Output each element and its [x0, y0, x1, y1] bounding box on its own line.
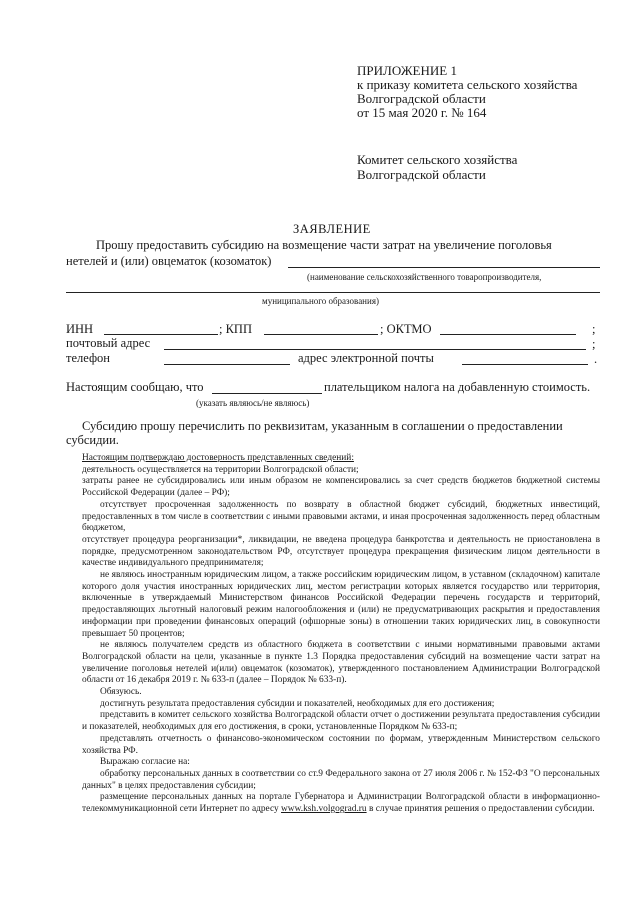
addressee-line2: Волгоградской области [357, 167, 486, 182]
requisites-line1: Субсидию прошу перечислить по реквизитам, указанным в соглашении о предоставлении [82, 419, 563, 433]
oktmo-label: ; ОКТМО [380, 322, 432, 336]
oblige-heading: Обязуюсь. [100, 687, 142, 698]
applicant-name-field[interactable] [288, 267, 600, 268]
obligation-item: представлять отчетность о финансово-экономическом состоянии по формам, утвержденным Министерством сельского хозяйства РФ. [82, 733, 600, 756]
confirm-item: отсутствует процедура реорганизации*, ликвидации, не введена процедура банкротства и деятельность не приостановлена в порядке, предусмотренном законодательством РФ, отсутствует процедура прекращения физическим лицом деятельности в качестве индивидуального предпринимателя; [82, 534, 600, 569]
postal-field[interactable] [164, 349, 586, 350]
email-field[interactable] [462, 364, 588, 365]
municipality-hint: муниципального образования) [262, 296, 379, 306]
inn-field[interactable] [104, 334, 218, 335]
consent-item: обработку персональных данных в соответствии со ст.9 Федерального закона от 27 июля 2006 г. № 152-ФЗ "О персональных данных" в целях предоставления субсидии; [82, 768, 600, 791]
phone-label: телефон [66, 351, 110, 365]
consent-text-after: в случае принятия решения о предоставлении субсидии. [366, 804, 595, 815]
municipality-field[interactable] [66, 292, 600, 293]
postal-label: почтовый адрес [66, 336, 151, 350]
confirm-item: затраты ранее не субсидировались или иным образом не компенсировались за счет средств бюджетов бюджетной системы Российской Федерации (далее – РФ); [82, 476, 600, 499]
obligation-item: представить в комитет сельского хозяйства Волгоградской области отчет о достижении результата предоставления субсидии и показателей, необходимых для его достижения, в сроки, установленные Порядком № 633-п; [82, 710, 600, 733]
appendix-header [357, 64, 577, 120]
vat-suffix: плательщиком налога на добавленную стоимость. [324, 380, 591, 394]
applicant-name-hint: (наименование сельскохозяйственного товаропроизводителя, [307, 272, 542, 282]
appendix-date: от 15 мая 2020 г. № 164 [357, 105, 487, 120]
requisites-line2: субсидии. [66, 433, 119, 447]
email-terminator: . [594, 352, 598, 366]
confirm-heading: Настоящим подтверждаю достоверность представленных сведений: [82, 453, 354, 463]
appendix-order: к приказу комитета сельского хозяйства [357, 77, 578, 92]
consent-item-publication [82, 792, 600, 815]
consent-text-before: размещение персональных данных на портале Губернатора и Администрации Волгоградской области в информационно-телекоммуникационной сети Интернет по адресу [82, 792, 600, 815]
confirm-item: отсутствует просроченная задолженность по возврату в областной бюджет субсидий, бюджетных инвестиций, предоставленных в том числе в соответствии с иными правовыми актами, и иная просроченная задолженность перед областным бюджетом, [82, 499, 600, 534]
email-label: адрес электронной почты [298, 351, 434, 365]
vat-hint: (указать являюсь/не являюсь) [196, 398, 310, 408]
phone-field[interactable] [164, 364, 290, 365]
confirm-item: не являюсь иностранным юридическим лицом, а также российским юридическим лицом, в уставном (складочном) капитале которого доля участия иностранных юридических лиц, местом регистрации которых является государство или территория, включенные в утверждаемый Министерством финансов Российской Федерации перечень государств и территорий, предоставляющих льготный налоговый режим налогообложения и (или) не предусматривающих раскрытия и предоставления информации при проведении финансовых операций (офшорные зоны) в отношении таких юридических лиц, в совокупности превышает 50 процентов; [82, 570, 600, 639]
confirm-item: не являюсь получателем средств из областного бюджета в соответствии с иными нормативными правовыми актами Волгоградской области на цели, указанные в пункте 1.3 Порядка предоставления субсидий на возмещение части затрат на увеличение поголовья нетелей и(или) овцематок (козоматок), утвержденного постановлением Администрации Волгоградской области от 16 декабря 2019 г. № 633-п (далее – Порядок № 633-п). [82, 640, 600, 686]
confirm-item: деятельность осуществляется на территории Волгоградской области; [82, 464, 359, 475]
appendix-region: Волгоградской области [357, 91, 486, 106]
obligation-item: достигнуть результата предоставления субсидии и показателей, необходимых для его достижения; [100, 698, 495, 709]
addressee-line1: Комитет сельского хозяйства [357, 152, 518, 167]
postal-terminator: ; [592, 337, 596, 351]
appendix-number: ПРИЛОЖЕНИЕ 1 [357, 63, 457, 78]
request-line1: Прошу предоставить субсидию на возмещение части затрат на увеличение поголовья [96, 238, 552, 252]
oktmo-terminator: ; [592, 322, 596, 336]
kpp-field[interactable] [264, 334, 378, 335]
vat-status-field[interactable] [212, 393, 322, 394]
confirmation-section [82, 453, 600, 816]
document-title: ЗАЯВЛЕНИЕ [293, 222, 371, 236]
oktmo-field[interactable] [440, 334, 576, 335]
kpp-label: ; КПП [219, 322, 252, 336]
portal-link[interactable]: www.ksh.volgograd.ru [281, 804, 367, 815]
addressee [357, 152, 517, 182]
request-line2: нетелей и (или) овцематок (козоматок) [66, 254, 272, 268]
inn-label: ИНН [66, 322, 94, 336]
consent-heading: Выражаю согласие на: [100, 757, 190, 768]
vat-prefix: Настоящим сообщаю, что [66, 380, 204, 394]
